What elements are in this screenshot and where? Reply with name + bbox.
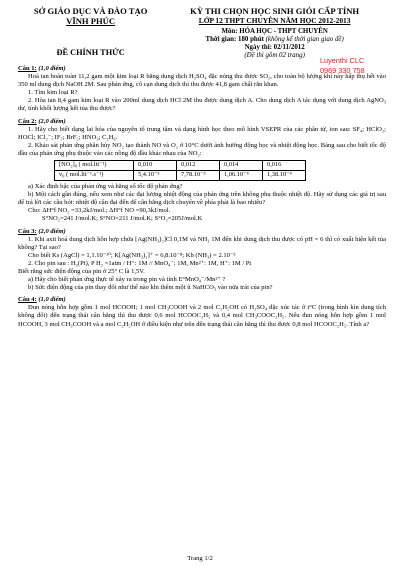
question-3-given: Cho biết Ks (AgCl) = 1,1.10⁻¹⁰; K[Ag(NH₃)₂]⁺ = 6,8.10⁻⁸; Kb (NH₃) = 2.10⁻⁵ (28, 251, 236, 259)
question-4-text: Đun nóng hỗn hợp gồm 1 mol HCOOH; 1 mol CH₃COOH và 2 mol C₂H₅OH có H₂SO₄ đặc xúc tác ở t°C (trong bình kín dung tích không đổi) đến trạng thái cân bằng thì thu được 0,6 mol HCOOC₂H₅ và 0,4 mol CH₃COOC₂H₅. Nếu đun nóng hỗn hợp gồm 1 mol HCOOH, 3 mol CH₃COOH và a mol C₂H₅OH ở điều kiện như trên đến trạng thái cân bằng thì thu được 0,8 mol HCOOC₂H₅. Tính a? (18, 304, 386, 328)
exam-header (18, 0, 386, 60)
table-label-concentration: [NO₂]₀ ( mol.lit⁻¹) (55, 161, 134, 171)
rate-data-table (54, 160, 306, 181)
question-3-points: (2,0 điểm) (38, 227, 66, 235)
exam-time-value: Thời gian: 180 phút (205, 36, 264, 43)
question-3-part-2: 2. Cho pin sau : H₂(Pt), P H₂ =1atm / H⁺: 1M // MnO₄⁻: 1M, Mn²⁺: 1M, H⁺: 1M / Pt (28, 259, 252, 267)
question-1-part-2: 2. Hòa tan 8,4 gam kim loại R vào 200ml dung dịch HCl 2M thu được dung dịch A. Cho dung dịch A tác dụng với dung dịch AgNO₃ dư, tính khối lượng kết tủa thu được? (18, 97, 386, 113)
watermark (320, 56, 365, 76)
question-3-part-b: b) Sức điện động của pin thay đổi như thế nào khi thêm một ít NaHCO₃ vào nửa trái của pin? (28, 284, 273, 292)
table-cell: 0,016 (263, 161, 306, 171)
exam-time (163, 36, 386, 44)
exam-pages-note: (Đề thi gồm 02 trang) (244, 52, 305, 59)
table-cell: 5,4.10⁻⁵ (134, 171, 177, 181)
question-4-heading (18, 296, 386, 304)
table-cell: 0,012 (177, 161, 220, 171)
question-2-label: Câu 2: (18, 117, 37, 125)
exam-title-block (163, 6, 386, 60)
exam-title: KỲ THI CHỌN HỌC SINH GIỎI CẤP TỈNH (190, 6, 360, 16)
question-2-part-a: a) Xác định bậc của phản ứng và hằng số tốc độ phản ứng? (28, 183, 183, 191)
question-4-label: Câu 4: (18, 296, 37, 304)
question-3-part-a: a) Hãy cho biết phản ứng thực tế xảy ra trong pin và tính E°MnO₄⁻/Mn²⁺ ? (28, 276, 226, 284)
question-4-points: (1,0 điểm) (38, 296, 66, 304)
exam-subtitle: LỚP 12 THPT CHUYÊN NĂM HỌC 2012-2013 (198, 16, 351, 25)
question-2-points: (2,0 điểm) (38, 117, 66, 125)
exam-subject: Môn: HÓA HỌC - THPT CHUYÊN (221, 28, 328, 35)
exam-date: Ngày thi: 02/11/2012 (244, 44, 305, 51)
question-2-given-enthalpy: Cho: ΔH°f NO₂ =33,2kJ/mol.; ΔH°f NO =90,3kJ/mol. (28, 207, 171, 215)
question-2-heading (18, 118, 386, 126)
table-row (55, 171, 306, 181)
question-1-part-1: 1. Tìm kim loại R? (28, 89, 78, 97)
issuer-line2: VĨNH PHÚC (66, 16, 116, 26)
question-3-label: Câu 3: (18, 227, 37, 235)
question-3-emf: Biết rằng sức điện động của pin ở 25° C là 1,5V. (18, 267, 145, 275)
question-1-points: (1,0 điểm) (38, 65, 66, 72)
question-1-label: Câu 1: (18, 65, 37, 72)
issuer-block (18, 6, 163, 60)
table-row (55, 161, 306, 171)
question-1-intro: Hoà tan hoàn toàn 11,2 gam một kim loại R bằng dung dịch H₂SO₄ đặc nóng thu được SO₂, cho toàn bộ lượng khí này hấp thụ hết vào 350 ml dung dịch NaOH 2M. Sau phản ứng, cô cạn dung dịch thì thu được 41,8 gam chất rắn khan. (18, 73, 386, 89)
table-cell: 1,38.10⁻⁴ (263, 171, 306, 181)
question-2-given-entropy: S°NO₂=241 J/mol.K; S°NO=211 J/mol.K; S°O₂=205J/mol.K (42, 215, 203, 223)
table-cell: 7,78.10⁻⁵ (177, 171, 220, 181)
table-label-rate: v₀ ( mol.lit⁻¹.s⁻¹) (55, 171, 134, 181)
question-3-heading (18, 228, 386, 236)
table-cell: 0,010 (134, 161, 177, 171)
question-2-part-1: 1. Hãy cho biết dạng lai hóa của nguyên tố trung tâm và dạng hình học theo mô hình VSEPR của các phân tử, ion sau: SF₄; HClO₂; HOCl; ICl₂⁻; IF₇; BrF₅; HNO₃; C₂H₆. (18, 125, 386, 141)
question-2-part-2: 2. Khảo sát phản ứng phân hủy NO₂ tạo thành NO và O₂ ở 10°C dưới ảnh hưởng động học và nhiệt động học. Bảng sau cho biết tốc độ đầu của phản ứng phụ thuộc vào các nồng độ đầu khác nhau của NO₂: (18, 141, 386, 157)
page-number: Trang 1/2 (187, 555, 213, 562)
exam-content (18, 65, 386, 329)
table-cell: 0,014 (220, 161, 263, 171)
official-label: ĐỀ CHÍNH THỨC (56, 48, 125, 57)
watermark-line2: 0969 330 758 (320, 66, 365, 75)
question-3-part-1: 1. Khi axit hoá dung dịch hỗn hợp chứa [Ag(NH₃)₂]Cl 0,1M và NH₃ 1M đến khi dung dịch thu được có pH = 6 thì có xuất hiện kết tủa không? Tại sao? (18, 235, 386, 251)
issuer-line1: SỞ GIÁO DỤC VÀ ĐÀO TẠO (33, 6, 148, 16)
question-2-part-b: b) Một cách gần đúng, nếu xem như các đại lượng nhiệt động của phản ứng trên không phụ thuộc nhiệt độ. Hãy sử dụng các giá trị sau để trả lời các câu hỏi: nhiệt độ cần đạt đến để cân bằng dịch chuyển về phía phải là bao nhiêu? (18, 191, 386, 207)
table-cell: 1,06.10⁻⁴ (220, 171, 263, 181)
watermark-line1: Luyenthi CLC (320, 56, 365, 65)
exam-time-note: (không kể thời gian giao đề) (265, 36, 344, 43)
